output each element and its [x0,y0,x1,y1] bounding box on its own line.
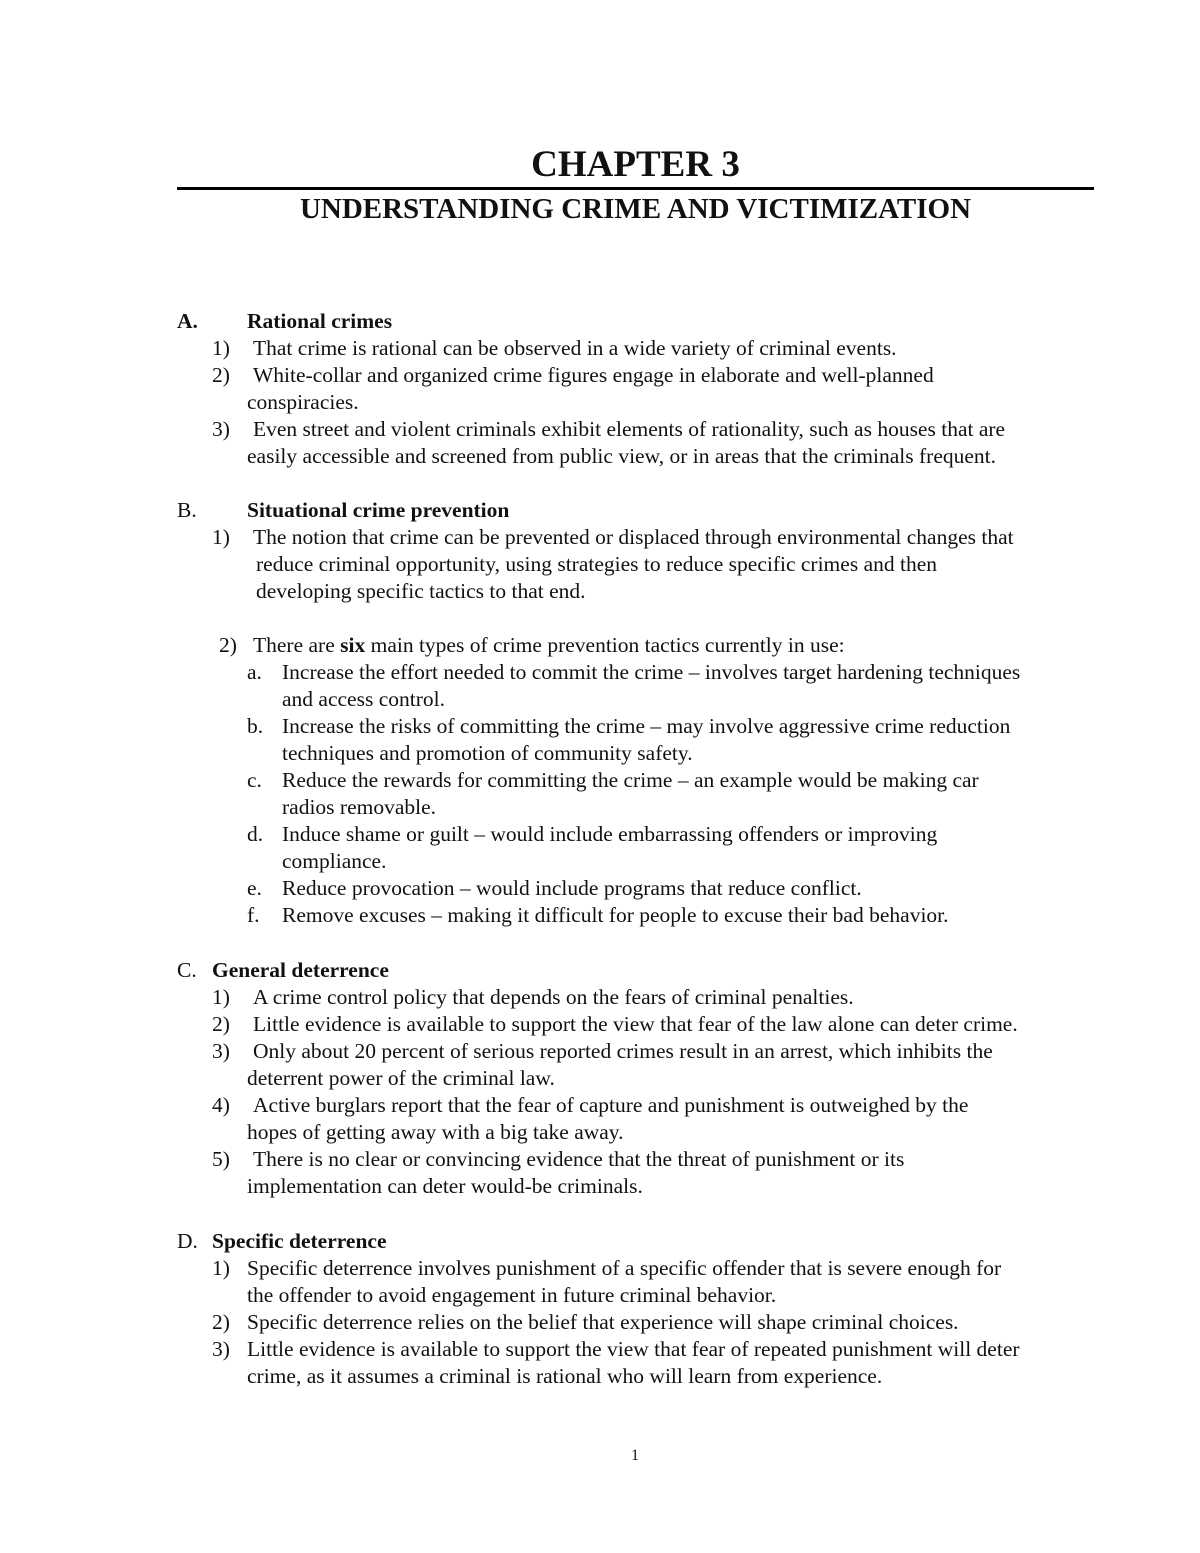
item-text-continued: hopes of getting away with a big take away. [247,1120,624,1144]
item-text: Specific deterrence involves punishment of a specific offender that is severe enough for [247,1256,1002,1280]
tactic-text-continued: and access control. [282,687,445,711]
item-text: White-collar and organized crime figures engage in elaborate and well-planned [253,363,934,387]
tactic-letter: c. [247,768,262,792]
section-heading: Situational crime prevention [247,498,510,522]
item-text-continued: deterrent power of the criminal law. [247,1066,555,1090]
tactic-letter: f. [247,903,260,927]
tactic-letter: d. [247,822,264,846]
item-number: 1) [212,336,230,360]
item-text: Active burglars report that the fear of capture and punishment is outweighed by the [253,1093,969,1117]
section-letter: D. [177,1229,198,1253]
item-text-continued: conspiracies. [247,390,359,414]
item-text: Specific deterrence relies on the belief that experience will shape criminal choices. [247,1310,959,1334]
item-text-continued: reduce criminal opportunity, using strategies to reduce specific crimes and then [256,552,937,576]
item-text-continued: developing specific tactics to that end. [256,579,586,603]
item-number: 2) [212,1012,230,1036]
section-letter: A. [177,309,198,333]
tactic-text-continued: compliance. [282,849,387,873]
item-number: 5) [212,1147,230,1171]
tactic-text-continued: radios removable. [282,795,437,819]
item-number: 2) [212,363,230,387]
tactic-letter: b. [247,714,264,738]
item-text-continued: implementation can deter would-be criminals. [247,1174,643,1198]
page-number: 1 [631,1447,639,1464]
tactic-letter: a. [247,660,262,684]
item-number: 4) [212,1093,230,1117]
item-text-continued: crime, as it assumes a criminal is rational who will learn from experience. [247,1364,883,1388]
item-text: There are six main types of crime prevention tactics currently in use: [253,633,845,657]
title-rule [177,187,1094,190]
chapter-subtitle: UNDERSTANDING CRIME AND VICTIMIZATION [299,193,972,225]
item-number: 2) [212,1310,230,1334]
item-number: 2) [219,633,237,657]
item-text: The notion that crime can be prevented or displaced through environmental changes that [253,525,1014,549]
section-letter: C. [177,958,197,982]
section-heading: Rational crimes [247,309,393,333]
item-text: Little evidence is available to support the view that fear of repeated punishment will deter [247,1337,1020,1361]
tactic-text: Increase the effort needed to commit the crime – involves target hardening techniques [282,660,1021,684]
item-text: Little evidence is available to support the view that fear of the law alone can deter crime. [253,1012,1018,1036]
chapter-title: CHAPTER 3 [531,144,740,185]
item-text-continued: easily accessible and screened from public view, or in areas that the criminals frequent. [247,444,997,468]
item-text: Even street and violent criminals exhibit elements of rationality, such as houses that are [253,417,1006,441]
item-number: 1) [212,985,230,1009]
item-text: A crime control policy that depends on the fears of criminal penalties. [253,985,854,1009]
tactic-text: Increase the risks of committing the crime – may involve aggressive crime reduction [282,714,1011,738]
item-number: 3) [212,1039,230,1063]
item-text: That crime is rational can be observed in a wide variety of criminal events. [253,336,897,360]
tactic-text: Reduce provocation – would include programs that reduce conflict. [282,876,862,900]
item-number: 1) [212,1256,230,1280]
tactic-text: Remove excuses – making it difficult for people to excuse their bad behavior. [282,903,949,927]
item-number: 3) [212,417,230,441]
item-number: 3) [212,1337,230,1361]
tactic-letter: e. [247,876,262,900]
tactic-text: Induce shame or guilt – would include embarrassing offenders or improving [282,822,938,846]
item-text: Only about 20 percent of serious reported crimes result in an arrest, which inhibits the [253,1039,993,1063]
section-heading: Specific deterrence [212,1229,387,1253]
section-letter: B. [177,498,197,522]
item-text: There is no clear or convincing evidence that the threat of punishment or its [253,1147,905,1171]
tactic-text: Reduce the rewards for committing the crime – an example would be making car [282,768,979,792]
emphasis-six: six [340,633,366,657]
tactic-text-continued: techniques and promotion of community safety. [282,741,693,765]
item-number: 1) [212,525,230,549]
item-text-continued: the offender to avoid engagement in future criminal behavior. [247,1283,777,1307]
section-heading: General deterrence [212,958,389,982]
